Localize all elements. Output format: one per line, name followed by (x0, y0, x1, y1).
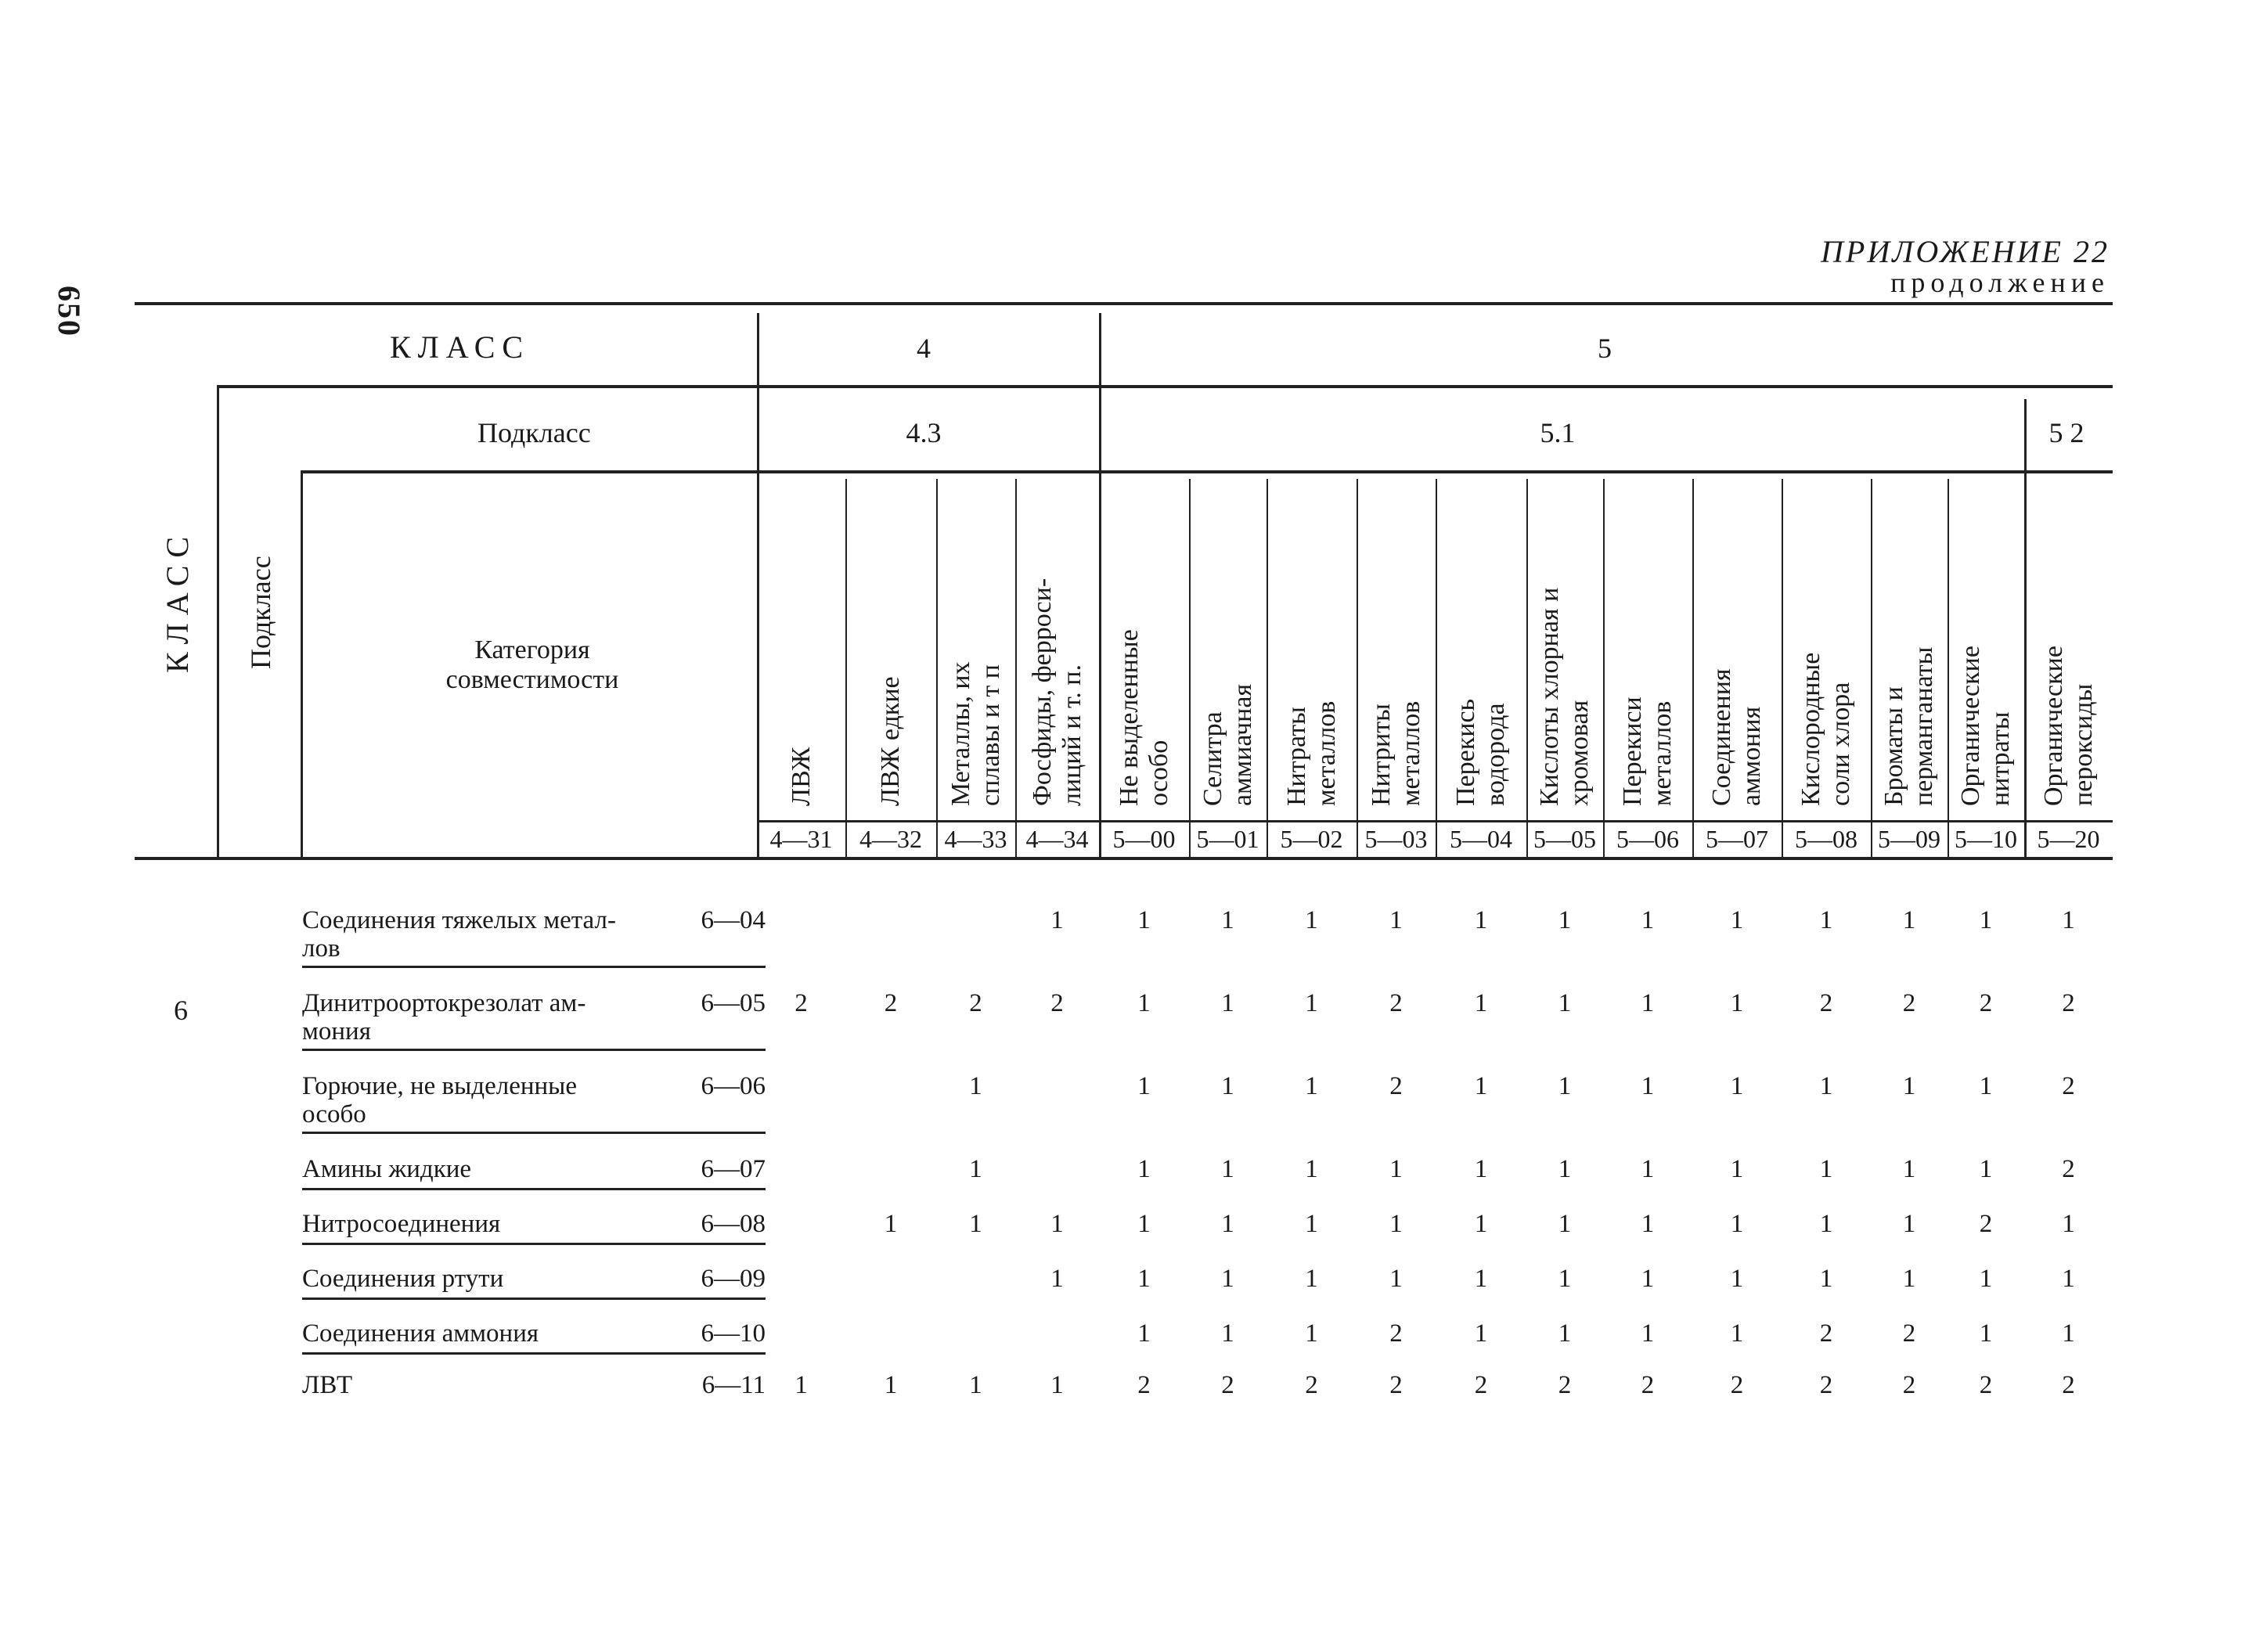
column-header-line: Нитриты (1366, 704, 1396, 806)
compat-value: 1 (1558, 989, 1572, 1017)
compat-value: 1 (1474, 1072, 1488, 1100)
column-header-label (946, 661, 1006, 806)
compat-value: 1 (1641, 1210, 1655, 1238)
compat-value: 2 (1641, 1371, 1655, 1399)
compat-value: 1 (795, 1371, 808, 1399)
compat-value: 2 (2062, 1371, 2075, 1399)
column-header-line: Нитраты (1281, 707, 1311, 806)
class-4-label: 4 (917, 333, 931, 364)
compat-value: 1 (1979, 1319, 1993, 1348)
compat-value: 1 (1474, 1319, 1488, 1348)
column-divider (1526, 479, 1528, 857)
row-name-line2: мония (302, 1017, 371, 1046)
compat-value: 1 (1137, 989, 1151, 1017)
row-name-line1: Соединения аммония (302, 1319, 539, 1348)
column-code: 5—09 (1878, 825, 1940, 853)
compat-value: 1 (1819, 1155, 1833, 1183)
compat-value: 1 (1474, 989, 1488, 1017)
compat-value: 1 (1730, 906, 1744, 934)
column-header-label (1028, 578, 1087, 806)
column-divider (1189, 479, 1191, 857)
row-underline (302, 1243, 766, 1245)
compat-value: 2 (1979, 989, 1993, 1017)
class-header-label: КЛАСС (390, 329, 531, 365)
compat-value: 1 (1474, 906, 1488, 934)
compat-value: 1 (1558, 1265, 1572, 1293)
compat-value: 1 (1221, 1155, 1234, 1183)
compat-value: 1 (1558, 1319, 1572, 1348)
column-header-line: Перекись (1451, 698, 1480, 806)
column-code: 5—20 (2037, 825, 2100, 853)
compat-value: 1 (1558, 1210, 1572, 1238)
column-header-line: аммония (1737, 706, 1766, 806)
row-name (302, 1371, 670, 1399)
column-header-line: перманганаты (1909, 646, 1938, 806)
class-5-left-border (1099, 313, 1101, 857)
table-header-bottom-rule (135, 857, 2113, 860)
column-header-line: нитраты (1986, 711, 2015, 806)
row-name-line1: ЛВТ (302, 1371, 353, 1399)
column-header-line: пероксиды (2068, 683, 2098, 806)
column-header-line: особо (1144, 740, 1173, 806)
compat-value: 1 (1221, 989, 1234, 1017)
column-header-label (1796, 653, 1856, 806)
compat-value: 2 (2062, 1072, 2075, 1100)
column-code: 4—32 (859, 825, 922, 853)
subclass-52-left-border (2024, 399, 2027, 857)
appendix-subtitle: продолжение (1890, 267, 2110, 298)
row-code: 6—10 (701, 1319, 766, 1348)
compat-value: 1 (1641, 1319, 1655, 1348)
row-name (302, 1319, 670, 1348)
compat-value: 1 (1137, 906, 1151, 934)
compat-value: 1 (1979, 906, 1993, 934)
compat-value: 2 (1730, 1371, 1744, 1399)
compat-value: 2 (1558, 1371, 1572, 1399)
compat-value: 1 (884, 1371, 898, 1399)
column-header-line: сплавы и т п (975, 664, 1005, 806)
row-underline (302, 1352, 766, 1355)
compat-value: 2 (1979, 1371, 1993, 1399)
compat-value: 1 (1389, 1265, 1403, 1293)
appendix-title: ПРИЛОЖЕНИЕ 22 (1821, 234, 2110, 269)
row-name (302, 906, 670, 963)
compat-value: 1 (1050, 1265, 1064, 1293)
compat-value: 1 (1221, 906, 1234, 934)
compat-value: 1 (1389, 1210, 1403, 1238)
row-code: 6—11 (701, 1371, 766, 1399)
compat-value: 1 (969, 1371, 982, 1399)
compat-value: 1 (1137, 1210, 1151, 1238)
row-name (302, 1155, 670, 1183)
compat-value: 1 (1474, 1265, 1488, 1293)
compat-value: 2 (1050, 989, 1064, 1017)
compat-value: 1 (1137, 1072, 1151, 1100)
column-header-label (1198, 684, 1258, 806)
column-header-line: Селитра (1198, 711, 1227, 806)
row-name-line2: особо (302, 1100, 366, 1128)
column-header-line: Фосфиды, ферроси- (1027, 578, 1057, 806)
compat-value: 2 (1819, 1371, 1833, 1399)
category-label-line1: Категория (474, 635, 590, 664)
row-underline (302, 1049, 766, 1051)
compat-value: 1 (1902, 1210, 1916, 1238)
column-divider (1015, 479, 1017, 857)
row-name (302, 1210, 670, 1238)
compat-value: 1 (1558, 1155, 1572, 1183)
compat-value: 1 (1305, 1319, 1318, 1348)
compat-value: 1 (1979, 1072, 1993, 1100)
side-subclass-label: Подкласс (245, 556, 276, 669)
compat-value: 1 (1641, 906, 1655, 934)
compat-value: 1 (1730, 1072, 1744, 1100)
subclass-row-rule (301, 470, 2113, 473)
compat-value: 1 (1819, 1265, 1833, 1293)
compat-value: 2 (1305, 1371, 1318, 1399)
column-divider (1603, 479, 1605, 857)
column-header-line: соли хлора (1826, 682, 1855, 806)
compat-value: 1 (1902, 1265, 1916, 1293)
column-header-line: металлов (1311, 700, 1341, 806)
column-divider (1871, 479, 1872, 857)
compat-value: 1 (1641, 989, 1655, 1017)
compat-value: 1 (969, 1072, 982, 1100)
compat-value: 1 (884, 1210, 898, 1238)
column-header-line: Органические (2038, 646, 2068, 806)
compat-value: 1 (1305, 1210, 1318, 1238)
column-header-line: водорода (1481, 703, 1510, 806)
column-header-line: хромовая (1565, 700, 1594, 806)
column-divider (1436, 479, 1437, 857)
side-subclass-divider (301, 470, 303, 857)
column-divider (1692, 479, 1694, 857)
compat-value: 2 (1389, 1319, 1403, 1348)
column-header-label (1535, 588, 1594, 806)
compat-value: 2 (1819, 1319, 1833, 1348)
column-header-label (1618, 696, 1677, 806)
compat-value: 1 (1305, 1155, 1318, 1183)
row-name (302, 1265, 670, 1293)
compat-value: 1 (1641, 1265, 1655, 1293)
compat-value: 1 (1305, 989, 1318, 1017)
column-header-label (2039, 646, 2099, 806)
compat-value: 1 (1979, 1155, 1993, 1183)
compat-value: 2 (2062, 989, 2075, 1017)
compat-value: 2 (2062, 1155, 2075, 1183)
compat-value: 1 (1730, 989, 1744, 1017)
row-code: 6—04 (701, 906, 766, 934)
row-name-line1: Амины жидкие (302, 1155, 472, 1183)
compat-value: 2 (1819, 989, 1833, 1017)
column-divider (1782, 479, 1783, 857)
column-header-line: Перекиси (1618, 696, 1647, 806)
compat-value: 1 (1730, 1155, 1744, 1183)
compat-value: 1 (1641, 1155, 1655, 1183)
column-divider (936, 479, 938, 857)
class-4-left-border (757, 313, 759, 857)
subclass-51-label: 5.1 (1540, 417, 1576, 448)
compat-value: 1 (1558, 1072, 1572, 1100)
column-header-label (1451, 699, 1511, 806)
compat-value: 2 (795, 989, 808, 1017)
column-header-line: Кислоты хлорная и (1535, 587, 1564, 806)
compat-value: 2 (1389, 989, 1403, 1017)
compat-value: 2 (1902, 1371, 1916, 1399)
class-5-label: 5 (1598, 333, 1612, 364)
compat-value: 2 (1221, 1371, 1234, 1399)
compat-value: 1 (1474, 1155, 1488, 1183)
row-class-label: 6 (174, 995, 188, 1026)
compat-value: 1 (1305, 906, 1318, 934)
compat-value: 2 (1137, 1371, 1151, 1399)
column-header-label (1282, 701, 1342, 806)
compat-value: 1 (1558, 906, 1572, 934)
compat-value: 1 (2062, 1319, 2075, 1348)
column-header-label (876, 676, 906, 806)
row-name-line1: Соединения тяжелых метал- (302, 906, 616, 934)
compat-value: 1 (1221, 1265, 1234, 1293)
category-label-line2: совместимости (445, 665, 619, 694)
compat-value: 1 (1819, 1210, 1833, 1238)
compat-value: 1 (1221, 1319, 1234, 1348)
row-code: 6—08 (701, 1210, 766, 1238)
column-code: 5—10 (1955, 825, 2017, 853)
column-header-line: Не выделенные (1114, 629, 1144, 806)
column-header-line: Соединения (1707, 668, 1736, 806)
compat-value: 2 (1902, 989, 1916, 1017)
column-header-line: ЛВЖ (786, 747, 816, 806)
side-class-label: КЛАСС (160, 528, 195, 673)
compat-value: 1 (1730, 1265, 1744, 1293)
side-class-divider (217, 385, 219, 857)
column-code: 4—31 (769, 825, 833, 853)
compat-value: 1 (1730, 1210, 1744, 1238)
compat-value: 1 (1050, 1210, 1064, 1238)
compat-value: 2 (1389, 1371, 1403, 1399)
column-header-line: металлов (1396, 700, 1425, 806)
row-underline (302, 1188, 766, 1190)
compat-value: 2 (1389, 1072, 1403, 1100)
compat-value: 1 (969, 1155, 982, 1183)
compat-value: 1 (1305, 1265, 1318, 1293)
compat-value: 1 (1902, 906, 1916, 934)
compat-value: 1 (1221, 1072, 1234, 1100)
column-code: 5—02 (1280, 825, 1343, 853)
subclass-43-label: 4.3 (906, 417, 942, 448)
column-header-label (1115, 629, 1174, 806)
column-header-label (1956, 646, 2016, 806)
subclass-header-label: Подкласс (477, 417, 591, 448)
compat-value: 1 (1902, 1072, 1916, 1100)
class-row-rule (218, 385, 2113, 388)
column-header-label (787, 747, 816, 806)
row-code: 6—09 (701, 1265, 766, 1293)
column-header-label (1879, 647, 1939, 807)
column-divider (1357, 479, 1358, 857)
compat-value: 2 (1979, 1210, 1993, 1238)
code-row-rule (757, 820, 2113, 822)
column-code: 5—06 (1616, 825, 1679, 853)
compat-value: 1 (2062, 1265, 2075, 1293)
compat-value: 1 (1137, 1319, 1151, 1348)
column-divider (845, 479, 847, 857)
column-header-line: металлов (1648, 700, 1677, 806)
page-number: 650 (52, 286, 87, 337)
column-divider (1948, 479, 1949, 857)
compat-value: 1 (1305, 1072, 1318, 1100)
column-header-line: ЛВЖ едкие (876, 676, 905, 806)
column-header-line: лиций и т. п. (1057, 664, 1086, 806)
compat-value: 2 (884, 989, 898, 1017)
subclass-52-label: 5 2 (2048, 417, 2084, 448)
compat-value: 1 (1389, 906, 1403, 934)
row-name-line2: лов (302, 934, 341, 963)
row-name (302, 989, 670, 1046)
compat-value: 1 (1474, 1210, 1488, 1238)
column-code: 5—01 (1196, 825, 1259, 853)
compat-value: 1 (1050, 1371, 1064, 1399)
row-underline (302, 1297, 766, 1300)
column-code: 5—08 (1795, 825, 1857, 853)
compat-value: 1 (1819, 1072, 1833, 1100)
category-label (407, 635, 658, 695)
row-name (302, 1072, 670, 1128)
row-code: 6—06 (701, 1072, 766, 1100)
column-code: 4—33 (944, 825, 1007, 853)
row-underline (302, 966, 766, 968)
row-name-line1: Динитроортокрезолат ам- (302, 989, 586, 1017)
column-header-line: Металлы, их (946, 661, 975, 806)
column-code: 5—00 (1112, 825, 1176, 853)
compat-value: 1 (1902, 1155, 1916, 1183)
column-code: 5—04 (1450, 825, 1512, 853)
column-header-line: Кислородные (1796, 652, 1825, 806)
compat-value: 2 (1902, 1319, 1916, 1348)
compat-value: 2 (1474, 1371, 1488, 1399)
compat-value: 1 (1221, 1210, 1234, 1238)
row-code: 6—07 (701, 1155, 766, 1183)
row-code: 6—05 (701, 989, 766, 1017)
column-header-line: аммиачная (1227, 683, 1257, 806)
column-code: 5—07 (1706, 825, 1768, 853)
compat-value: 1 (1389, 1155, 1403, 1183)
table-top-rule (135, 302, 2113, 305)
row-name-line1: Нитросоединения (302, 1210, 501, 1238)
compat-value: 1 (1979, 1265, 1993, 1293)
compat-value: 1 (1730, 1319, 1744, 1348)
column-divider (1267, 479, 1268, 857)
compat-value: 1 (969, 1210, 982, 1238)
compat-value: 1 (1137, 1265, 1151, 1293)
compat-value: 1 (1641, 1072, 1655, 1100)
compat-value: 2 (969, 989, 982, 1017)
column-code: 5—03 (1364, 825, 1428, 853)
compat-value: 1 (1050, 906, 1064, 934)
row-underline (302, 1132, 766, 1134)
compat-value: 1 (2062, 906, 2075, 934)
column-header-line: Броматы и (1879, 686, 1908, 806)
column-code: 5—05 (1533, 825, 1596, 853)
compat-value: 1 (1137, 1155, 1151, 1183)
row-name-line1: Соединения ртути (302, 1265, 504, 1293)
column-header-label (1367, 701, 1426, 806)
column-header-label (1707, 668, 1767, 806)
row-name-line1: Горючие, не выделенные (302, 1072, 577, 1100)
column-code: 4—34 (1025, 825, 1089, 853)
compat-value: 1 (2062, 1210, 2075, 1238)
compat-value: 1 (1819, 906, 1833, 934)
column-header-line: Органические (1956, 646, 1985, 806)
